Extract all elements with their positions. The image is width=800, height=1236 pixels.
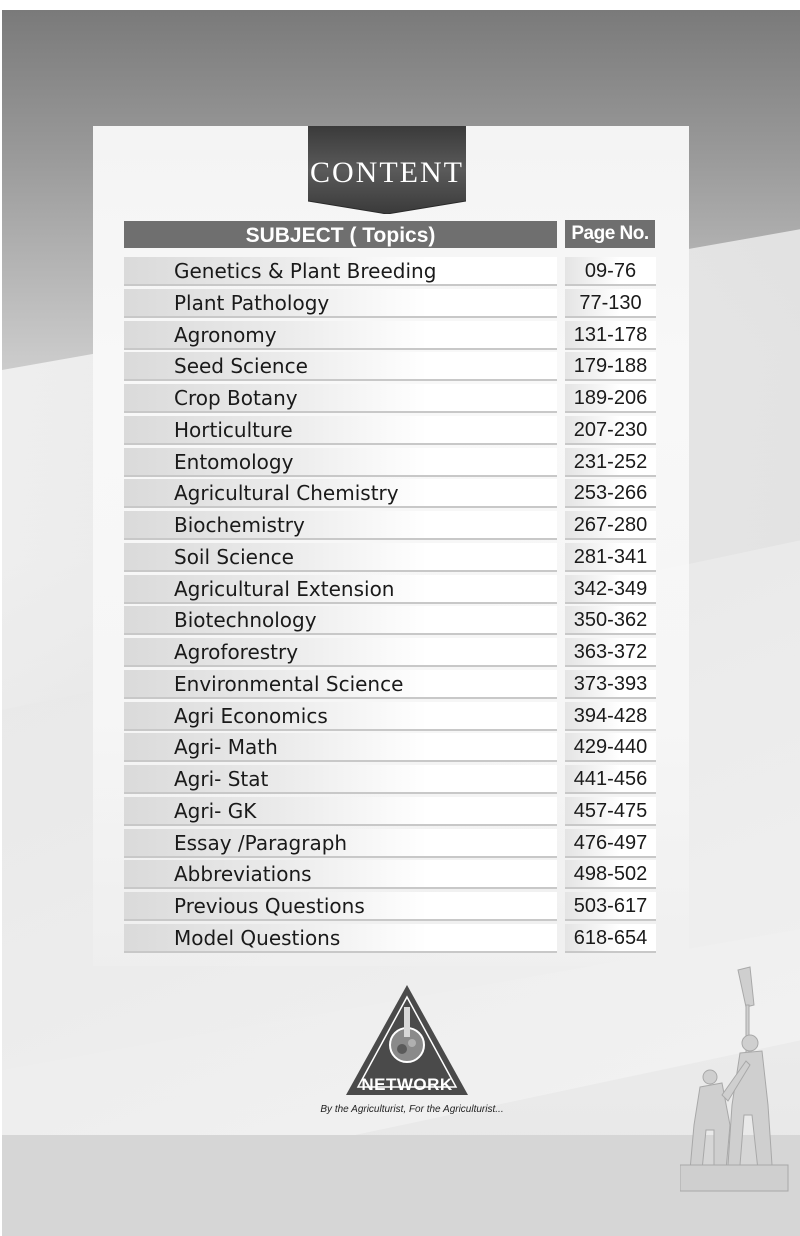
page-range-cell: 476-497: [565, 829, 656, 858]
table-row: [124, 670, 656, 702]
page-range-cell: 231-252: [565, 448, 656, 477]
subject-cell: Agricultural Chemistry: [124, 479, 557, 508]
subject-cell: Model Questions: [124, 924, 557, 953]
subject-cell: Agri- Math: [124, 733, 557, 762]
table-row: [124, 575, 656, 607]
subject-cell: Agronomy: [124, 321, 557, 350]
page-range-cell: 342-349: [565, 575, 656, 604]
table-row: [124, 829, 656, 861]
subject-cell: Agri- GK: [124, 797, 557, 826]
table-row: [124, 797, 656, 829]
page-range-cell: 281-341: [565, 543, 656, 572]
contents-table: [124, 257, 656, 956]
page-range-cell: 373-393: [565, 670, 656, 699]
page-range-cell: 253-266: [565, 479, 656, 508]
table-row: [124, 479, 656, 511]
page-range-cell: 503-617: [565, 892, 656, 921]
table-row: [124, 860, 656, 892]
page-range-cell: 441-456: [565, 765, 656, 794]
subject-cell: Essay /Paragraph: [124, 829, 557, 858]
page-range-cell: 77-130: [565, 289, 656, 318]
page-range-cell: 363-372: [565, 638, 656, 667]
statue-icon: [680, 965, 790, 1195]
subject-cell: Plant Pathology: [124, 289, 557, 318]
subject-cell: Agroforestry: [124, 638, 557, 667]
table-row: [124, 892, 656, 924]
table-row: [124, 384, 656, 416]
subject-cell: Environmental Science: [124, 670, 557, 699]
table-row: [124, 702, 656, 734]
table-row: [124, 352, 656, 384]
subject-cell: Abbreviations: [124, 860, 557, 889]
subject-cell: Previous Questions: [124, 892, 557, 921]
page-range-cell: 267-280: [565, 511, 656, 540]
table-row: [124, 638, 656, 670]
subject-cell: Seed Science: [124, 352, 557, 381]
table-row: [124, 733, 656, 765]
table-row: [124, 765, 656, 797]
page-title: CONTENT: [310, 156, 464, 189]
table-row: [124, 543, 656, 575]
table-row: [124, 924, 656, 956]
subject-cell: Crop Botany: [124, 384, 557, 413]
page-range-cell: 179-188: [565, 352, 656, 381]
table-row: [124, 606, 656, 638]
table-row: [124, 289, 656, 321]
network-logo: [344, 983, 470, 1097]
subject-cell: Soil Science: [124, 543, 557, 572]
subject-cell: Genetics & Plant Breeding: [124, 257, 557, 286]
subject-cell: Horticulture: [124, 416, 557, 445]
tagline: By the Agriculturist, For the Agriculturist...: [320, 1104, 504, 1115]
table-row: [124, 511, 656, 543]
subject-column-header: SUBJECT ( Topics): [124, 221, 557, 248]
subject-cell: Agricultural Extension: [124, 575, 557, 604]
page-range-cell: 429-440: [565, 733, 656, 762]
page-range-cell: 09-76: [565, 257, 656, 286]
page-range-cell: 131-178: [565, 321, 656, 350]
subject-cell: Biochemistry: [124, 511, 557, 540]
table-row: [124, 257, 656, 289]
page-range-cell: 618-654: [565, 924, 656, 953]
content-banner: [308, 126, 466, 214]
table-row: [124, 448, 656, 480]
subject-cell: Biotechnology: [124, 606, 557, 635]
logo-text: NETWORK: [361, 1075, 453, 1094]
table-row: [124, 321, 656, 353]
page-range-cell: 498-502: [565, 860, 656, 889]
subject-cell: Agri Economics: [124, 702, 557, 731]
page-range-cell: 457-475: [565, 797, 656, 826]
page-range-cell: 207-230: [565, 416, 656, 445]
page-range-cell: 189-206: [565, 384, 656, 413]
page-column-header: Page No.: [565, 220, 655, 248]
page-range-cell: 350-362: [565, 606, 656, 635]
table-row: [124, 416, 656, 448]
subject-cell: Entomology: [124, 448, 557, 477]
subject-cell: Agri- Stat: [124, 765, 557, 794]
page-range-cell: 394-428: [565, 702, 656, 731]
